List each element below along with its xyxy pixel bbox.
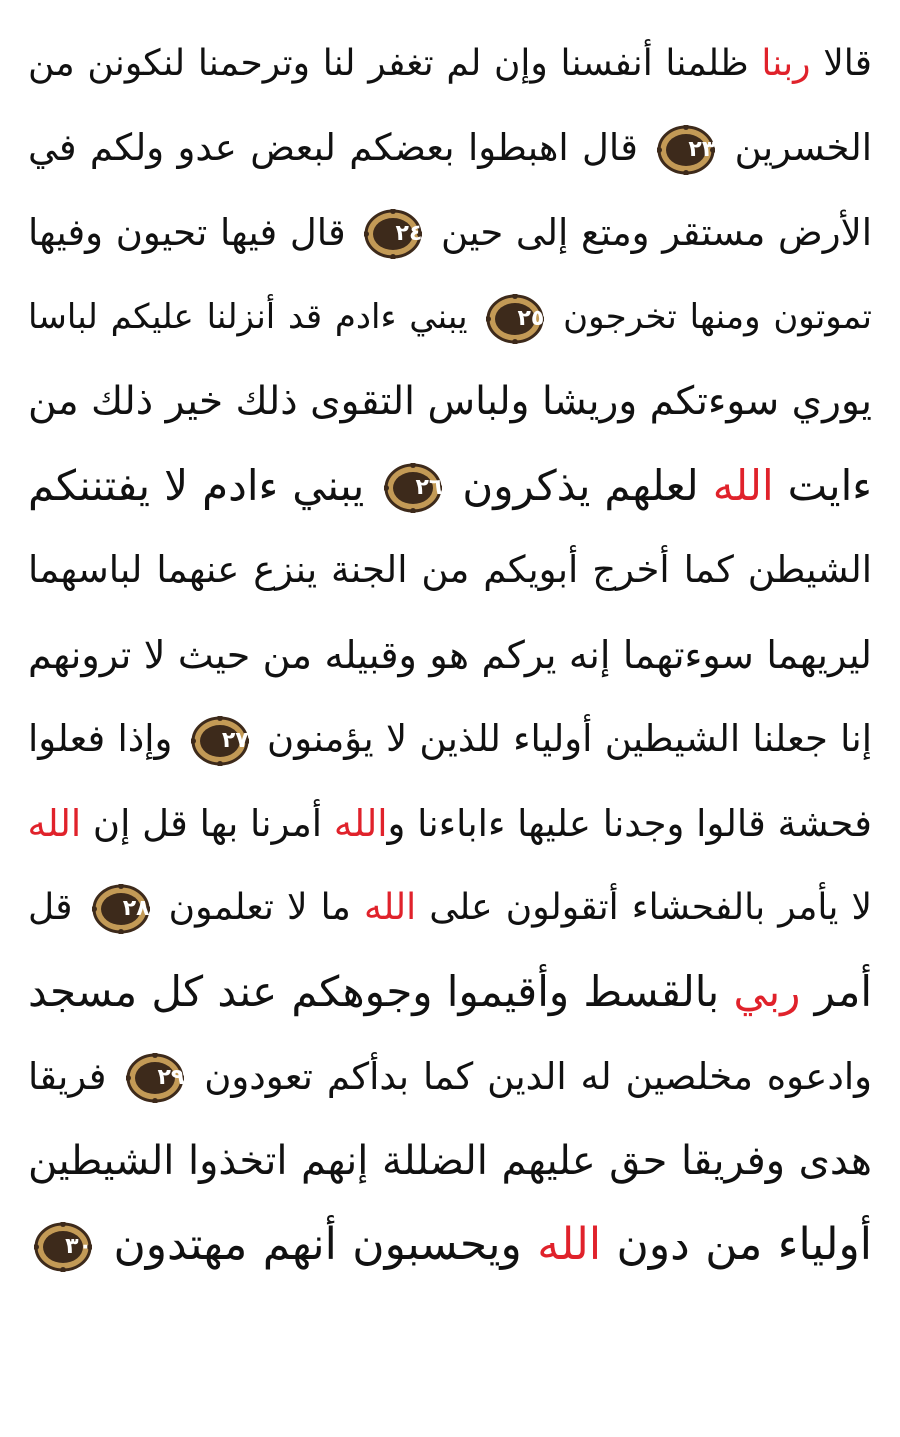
verse-line [28,1035,872,1119]
verse-text: إنا جعلنا الشيطين أولياء للذين لا يؤمنون [254,717,872,761]
ayah-marker [364,209,422,259]
verse-text: ءايت [773,460,872,510]
verse-line [28,1203,872,1287]
verse-text: قال اهبطوا بعضكم لبعض عدو ولكم في [28,126,652,170]
verse-line [28,697,872,781]
ayah-number: ٢٧ [221,727,249,753]
ayah-marker [34,1222,92,1272]
divine-name-text: الله [712,460,774,510]
verse-line [28,613,872,697]
verse-text: لعلهم يذكرون [448,460,713,510]
ayah-number: ٢٨ [122,895,150,921]
verse-text: لا يأمر بالفحشاء أتقولون على [416,886,872,928]
verse-line [28,106,872,190]
verse-text: أولياء من دون [601,1219,872,1271]
verse-text: وادعوه مخلصين له الدين كما بدأكم تعودون [190,1054,872,1098]
ayah-marker [126,1053,184,1103]
ayah-marker [191,716,249,766]
ayah-marker [92,884,150,934]
verse-line [28,866,872,950]
verse-text: يبني ءادم لا يفتننكم [28,460,379,510]
divine-name-text: الله [363,886,417,928]
verse-text: أمرنا بها قل إن [81,801,334,845]
verse-text: فحشة قالوا وجدنا عليها ءاباءنا و [387,801,872,845]
verse-line [28,528,872,612]
verse-text: قال فيها تحيون وفيها [28,210,359,254]
verse-text: فريقا [28,1054,121,1098]
verse-text: وإذا فعلوا [28,717,185,761]
verse-text: أمر [800,967,872,1017]
verse-text: قل [28,886,86,928]
ayah-marker [657,125,715,175]
verse-text: ليريهما سوءتهما إنه يركم هو وقبيله من حيث لا ترونهم [28,632,872,677]
verse-line [28,444,872,528]
verse-line [28,360,872,444]
verse-text: تموتون ومنها تخرجون [550,297,872,338]
ayah-number: ٢٦ [415,475,443,501]
ayah-number: ٢٩ [157,1065,185,1091]
verse-text: يوري سوءتكم وريشا ولباس التقوى ذلك خير ذلك من [28,378,872,424]
divine-name-text: ربي [733,967,801,1017]
verse-text: الأرض مستقر ومتع إلى حين [428,210,872,254]
verse-line [28,275,872,359]
ayah-marker [486,294,544,344]
divine-name-text: الله [333,801,388,845]
verse-text: ظلمنا أنفسنا وإن لم تغفر لنا وترحمنا لنكونن من [28,43,762,84]
ayah-number: ٣٠ [65,1234,92,1260]
verse-text: ما لا تعلمون [155,886,364,928]
verse-text: يبني ءادم قد أنزلنا عليكم لباسا [28,297,481,338]
verse-line [28,22,872,106]
verse-line [28,782,872,866]
verse-text: قالا [810,43,872,84]
divine-name-text: الله [537,1219,602,1271]
verse-text: ويحسبون أنهم مهتدون [98,1219,538,1271]
ayah-marker [384,463,442,513]
ayah-number: ٢٥ [517,305,545,331]
verse-line [28,191,872,275]
verse-line [28,1119,872,1203]
divine-name-text: الله [28,801,82,845]
verse-text: الشيطن كما أخرج أبويكم من الجنة ينزع عنهما لباسهما [28,548,872,592]
verse-line [28,950,872,1034]
ayah-number: ٢٤ [395,221,423,247]
verse-text: الخسرين [721,126,872,170]
divine-name-text: ربنا [761,43,811,84]
verse-text: هدى وفريقا حق عليهم الضللة إنهم اتخذوا الشيطين [28,1138,872,1185]
verse-text: بالقسط وأقيموا وجوهكم عند كل مسجد [28,967,734,1017]
ayah-number: ٢٣ [688,136,716,162]
